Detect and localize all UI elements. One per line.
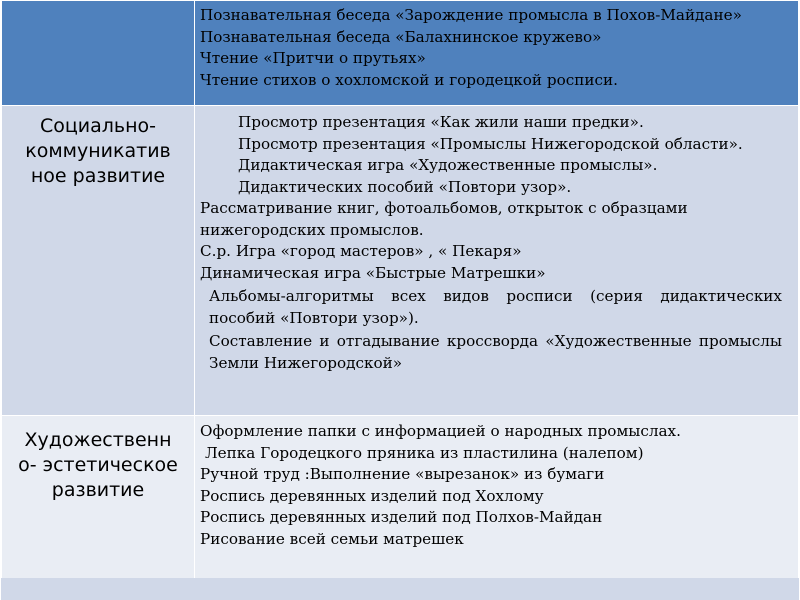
table-row-header	[2, 1, 799, 106]
list-item: Оформление папки с информацией о народных промыслах.	[200, 422, 681, 440]
label-line: о- эстетическое	[18, 454, 178, 476]
list-item: Познавательная беседа «Зарождение промысла в Похов-Майдане»	[200, 6, 742, 24]
table-row-art	[2, 416, 799, 579]
social-activity-list	[195, 106, 798, 284]
header-left-cell	[2, 1, 195, 106]
social-paragraph: Составление и отгадывание кроссворда «Художественные промыслы Земли Нижегородской»	[209, 332, 782, 372]
social-content-cell	[195, 106, 799, 416]
list-item: Динамическая игра «Быстрые Матрешки»	[200, 263, 546, 282]
art-content-cell	[195, 416, 799, 579]
header-right-cell	[195, 1, 799, 106]
list-item: Роспись деревянных изделий под Полхов-Майдан	[200, 508, 603, 526]
label-line: Художественн	[24, 429, 172, 451]
list-item: С.р. Игра «город мастеров» , « Пекаря»	[200, 242, 522, 260]
label-line: развитие	[51, 479, 145, 501]
label-line: коммуникатив	[25, 140, 171, 162]
list-item: нижегородских промыслов.	[200, 220, 424, 239]
label-line: ное развитие	[30, 165, 166, 187]
list-item: Просмотр презентация «Как жили наши предки».	[238, 113, 644, 131]
social-label-cell	[2, 106, 195, 416]
list-item: Лепка Городецкого пряника из пластилина (налепом)	[205, 443, 644, 462]
list-item: Рассматривание книг, фотоальбомов, открыток с образцами	[200, 199, 688, 217]
header-activity-list	[195, 1, 798, 91]
list-item: Дидактических пособий «Повтори узор».	[238, 177, 572, 196]
art-label-cell	[2, 416, 195, 579]
list-item: Дидактическая игра «Художественные промыслы».	[238, 156, 658, 174]
art-label	[2, 416, 194, 503]
table-bottom-row	[1, 578, 799, 600]
label-line: Социально-	[39, 115, 157, 137]
list-item: Рисование всей семьи матрешек	[200, 529, 464, 548]
list-item: Познавательная беседа «Балахнинское кружево»	[200, 27, 602, 46]
list-item: Чтение стихов о хохломской и городецкой росписи.	[200, 70, 618, 89]
list-item: Ручной труд :Выполнение «вырезанок» из бумаги	[200, 465, 605, 483]
social-label	[2, 106, 194, 189]
table-row-social	[2, 106, 799, 416]
activities-table	[1, 0, 799, 579]
list-item: Чтение «Притчи о прутьях»	[200, 49, 426, 67]
art-activity-list	[195, 416, 798, 550]
list-item: Роспись деревянных изделий под Хохлому	[200, 486, 544, 505]
list-item: Просмотр презентация «Промыслы Нижегородской области».	[238, 134, 743, 153]
social-paragraph: Альбомы-алгоритмы всех видов росписи (серия дидактических пособий «Повтори узор»).	[209, 287, 782, 327]
